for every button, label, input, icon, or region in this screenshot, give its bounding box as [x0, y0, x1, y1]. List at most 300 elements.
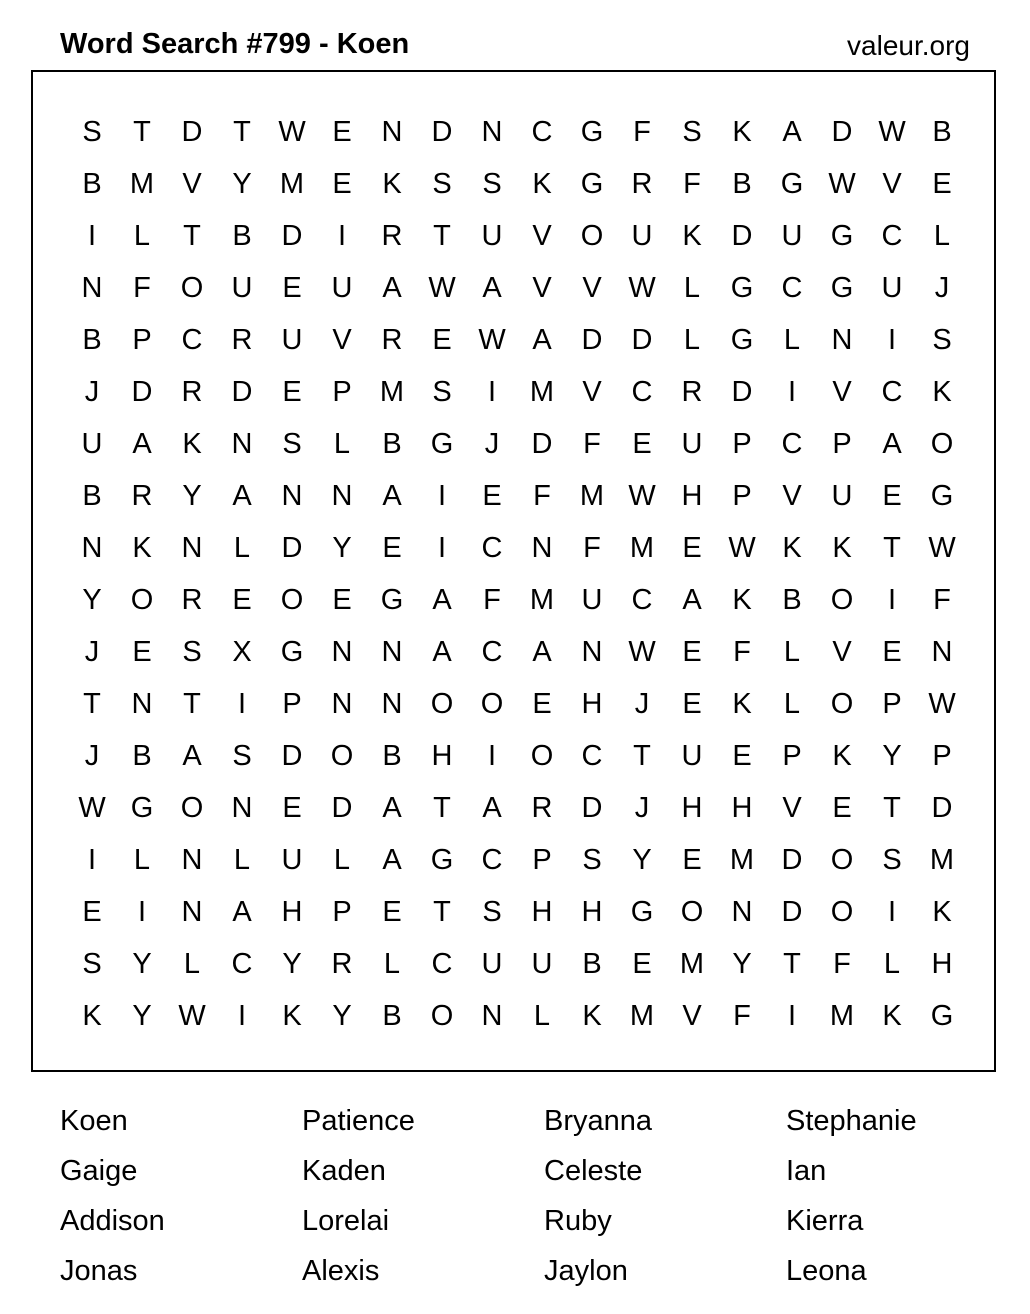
grid-letter: O: [480, 687, 504, 720]
grid-letter: V: [682, 999, 702, 1032]
grid-letter: C: [481, 635, 503, 668]
grid-letter: M: [379, 375, 405, 408]
grid-letter: U: [81, 427, 103, 460]
grid-letter: E: [132, 635, 152, 668]
grid-letter: E: [432, 323, 452, 356]
grid-letter: I: [87, 843, 97, 876]
grid-letter: T: [433, 791, 451, 824]
grid-letter: W: [628, 479, 656, 512]
grid-letter: L: [233, 843, 251, 876]
grid-letter: N: [181, 895, 203, 928]
grid-letter: D: [181, 115, 203, 148]
grid-letter: C: [531, 115, 553, 148]
grid-letter: O: [180, 271, 204, 304]
grid-letter: W: [878, 115, 906, 148]
grid-letter: G: [580, 115, 604, 148]
grid-letter: K: [732, 583, 752, 616]
word-list-item: Leona: [786, 1255, 867, 1287]
grid-letter: I: [137, 895, 147, 928]
grid-letter: E: [932, 167, 952, 200]
grid-letter: N: [231, 427, 253, 460]
grid-letter: Y: [282, 947, 302, 980]
grid-letter: V: [832, 375, 852, 408]
grid-letter: L: [183, 947, 201, 980]
grid-letter: M: [529, 583, 555, 616]
grid-letter: G: [830, 271, 854, 304]
grid-letter: A: [132, 427, 152, 460]
grid-letter: U: [681, 739, 703, 772]
grid-letter: Y: [82, 583, 102, 616]
grid-letter: T: [883, 531, 901, 564]
grid-letter: D: [631, 323, 653, 356]
grid-letter: P: [282, 687, 302, 720]
word-list: [60, 1096, 1028, 1296]
grid-letter: T: [233, 115, 251, 148]
grid-letter: L: [233, 531, 251, 564]
grid-letter: E: [282, 271, 302, 304]
grid-letter: H: [731, 791, 753, 824]
grid-letter: E: [682, 635, 702, 668]
grid-letter: S: [282, 427, 302, 460]
grid-letter: N: [381, 115, 403, 148]
grid-letter: K: [582, 999, 602, 1032]
grid-letter: A: [782, 115, 802, 148]
grid-letter: V: [782, 479, 802, 512]
grid-letter: S: [582, 843, 602, 876]
grid-letter: A: [182, 739, 202, 772]
grid-letter: T: [133, 115, 151, 148]
grid-letter: E: [682, 531, 702, 564]
grid-letter: G: [930, 999, 954, 1032]
grid-letter: G: [930, 479, 954, 512]
grid-letter: S: [682, 115, 702, 148]
grid-letter: N: [181, 531, 203, 564]
grid-letter: R: [531, 791, 553, 824]
grid-letter: D: [931, 791, 953, 824]
grid-letter: R: [231, 323, 253, 356]
grid-letter: L: [883, 947, 901, 980]
grid-letter: D: [731, 219, 753, 252]
grid-letter: L: [683, 323, 701, 356]
grid-letter: P: [132, 323, 152, 356]
grid-letter: U: [331, 271, 353, 304]
grid-letter: A: [382, 791, 402, 824]
grid-letter: O: [580, 219, 604, 252]
grid-letter: E: [532, 687, 552, 720]
grid-letter: D: [781, 843, 803, 876]
grid-letter: W: [78, 791, 106, 824]
grid-letter: M: [629, 999, 655, 1032]
grid-letter: O: [530, 739, 554, 772]
grid-letter: N: [331, 635, 353, 668]
grid-letter: I: [887, 583, 897, 616]
grid-letter: U: [231, 271, 253, 304]
grid-letter: F: [483, 583, 501, 616]
grid-letter: K: [282, 999, 302, 1032]
grid-letter: A: [482, 271, 502, 304]
grid-letter: A: [532, 323, 552, 356]
grid-letter: S: [882, 843, 902, 876]
grid-letter: F: [583, 531, 601, 564]
word-list-item: Gaige: [60, 1155, 138, 1187]
grid-letter: E: [332, 583, 352, 616]
grid-letter: D: [281, 739, 303, 772]
grid-letter: B: [82, 167, 102, 200]
grid-letter: R: [331, 947, 353, 980]
grid-letter: K: [782, 531, 802, 564]
grid-letter: N: [231, 791, 253, 824]
grid-letter: D: [431, 115, 453, 148]
grid-letter: I: [487, 375, 497, 408]
grid-letter: E: [682, 687, 702, 720]
grid-letter: O: [430, 687, 454, 720]
grid-letter: I: [87, 219, 97, 252]
grid-letter: M: [129, 167, 155, 200]
grid-letter: U: [631, 219, 653, 252]
grid-letter: F: [683, 167, 701, 200]
grid-letter: J: [634, 791, 650, 824]
grid-letter: E: [482, 479, 502, 512]
grid-letter: H: [531, 895, 553, 928]
grid-letter: L: [783, 687, 801, 720]
grid-letter: B: [782, 583, 802, 616]
grid-letter: C: [631, 375, 653, 408]
grid-letter: G: [780, 167, 804, 200]
grid-letter: N: [81, 531, 103, 564]
grid-letter: O: [830, 583, 854, 616]
word-list-item: Stephanie: [786, 1105, 917, 1137]
grid-letter: S: [482, 167, 502, 200]
grid-letter: L: [533, 999, 551, 1032]
grid-letter: S: [432, 375, 452, 408]
grid-letter: N: [831, 323, 853, 356]
grid-letter: G: [280, 635, 304, 668]
grid-letter: N: [481, 999, 503, 1032]
grid-letter: K: [382, 167, 402, 200]
grid-letter: M: [829, 999, 855, 1032]
grid-letter: O: [430, 999, 454, 1032]
grid-letter: D: [731, 375, 753, 408]
word-list-item: Celeste: [544, 1155, 643, 1187]
grid-letter: Y: [132, 947, 152, 980]
grid-letter: C: [181, 323, 203, 356]
grid-letter: P: [532, 843, 552, 876]
grid-letter: C: [431, 947, 453, 980]
grid-letter: G: [630, 895, 654, 928]
grid-letter: P: [932, 739, 952, 772]
grid-letter: S: [182, 635, 202, 668]
grid-letter: O: [680, 895, 704, 928]
grid-letter: W: [628, 271, 656, 304]
grid-letter: O: [330, 739, 354, 772]
grid-letter: O: [280, 583, 304, 616]
letter-grid: [67, 106, 967, 1042]
grid-letter: E: [632, 427, 652, 460]
grid-letter: V: [332, 323, 352, 356]
grid-letter: I: [237, 687, 247, 720]
grid-letter: C: [781, 271, 803, 304]
grid-letter: D: [131, 375, 153, 408]
grid-letter: C: [881, 375, 903, 408]
grid-letter: N: [331, 687, 353, 720]
grid-letter: E: [382, 895, 402, 928]
grid-letter: Y: [132, 999, 152, 1032]
grid-letter: S: [82, 947, 102, 980]
grid-letter: U: [831, 479, 853, 512]
grid-letter: I: [337, 219, 347, 252]
grid-letter: L: [333, 843, 351, 876]
grid-letter: I: [887, 895, 897, 928]
grid-letter: D: [281, 219, 303, 252]
grid-letter: Y: [732, 947, 752, 980]
grid-letter: B: [82, 479, 102, 512]
grid-letter: B: [382, 739, 402, 772]
grid-letter: P: [832, 427, 852, 460]
grid-letter: S: [432, 167, 452, 200]
grid-letter: I: [787, 375, 797, 408]
grid-letter: K: [132, 531, 152, 564]
word-list-item: Alexis: [302, 1255, 380, 1287]
grid-letter: M: [529, 375, 555, 408]
grid-letter: K: [832, 531, 852, 564]
grid-letter: E: [882, 635, 902, 668]
grid-letter: D: [831, 115, 853, 148]
word-list-item: Lorelai: [302, 1205, 390, 1237]
grid-letter: E: [682, 843, 702, 876]
site-name: valeur.org: [847, 30, 970, 61]
grid-letter: I: [237, 999, 247, 1032]
grid-letter: B: [732, 167, 752, 200]
grid-letter: C: [881, 219, 903, 252]
grid-letter: A: [882, 427, 902, 460]
grid-letter: T: [633, 739, 651, 772]
grid-letter: D: [281, 531, 303, 564]
grid-letter: X: [232, 635, 252, 668]
grid-letter: A: [382, 843, 402, 876]
grid-letter: I: [437, 531, 447, 564]
grid-letter: M: [679, 947, 705, 980]
grid-letter: D: [781, 895, 803, 928]
grid-letter: U: [281, 323, 303, 356]
grid-letter: E: [832, 791, 852, 824]
grid-letter: P: [332, 895, 352, 928]
grid-letter: V: [782, 791, 802, 824]
grid-letter: T: [433, 219, 451, 252]
grid-letter: G: [130, 791, 154, 824]
word-list-item: Ruby: [544, 1205, 612, 1237]
grid-letter: L: [333, 427, 351, 460]
grid-letter: C: [631, 583, 653, 616]
grid-letter: K: [732, 115, 752, 148]
grid-letter: U: [531, 947, 553, 980]
grid-letter: N: [131, 687, 153, 720]
grid-letter: E: [882, 479, 902, 512]
word-list-item: Addison: [60, 1205, 165, 1237]
grid-letter: S: [932, 323, 952, 356]
grid-letter: M: [579, 479, 605, 512]
grid-letter: W: [478, 323, 506, 356]
grid-letter: L: [683, 271, 701, 304]
grid-letter: W: [428, 271, 456, 304]
grid-letter: J: [934, 271, 950, 304]
grid-letter: H: [681, 479, 703, 512]
grid-letter: B: [382, 427, 402, 460]
grid-letter: U: [281, 843, 303, 876]
grid-letter: L: [933, 219, 951, 252]
grid-letter: A: [382, 271, 402, 304]
grid-letter: T: [433, 895, 451, 928]
grid-letter: D: [531, 427, 553, 460]
grid-letter: N: [381, 687, 403, 720]
grid-letter: V: [582, 375, 602, 408]
grid-letter: N: [581, 635, 603, 668]
grid-letter: J: [634, 687, 650, 720]
grid-letter: N: [281, 479, 303, 512]
grid-letter: N: [731, 895, 753, 928]
grid-letter: K: [682, 219, 702, 252]
grid-letter: S: [82, 115, 102, 148]
grid-letter: C: [781, 427, 803, 460]
grid-letter: E: [332, 115, 352, 148]
puzzle-title: Word Search #799 - Koen: [60, 28, 410, 60]
grid-letter: F: [933, 583, 951, 616]
grid-letter: W: [828, 167, 856, 200]
grid-letter: E: [732, 739, 752, 772]
grid-letter: A: [482, 791, 502, 824]
grid-letter: L: [383, 947, 401, 980]
grid-letter: K: [932, 895, 952, 928]
grid-letter: H: [281, 895, 303, 928]
grid-letter: W: [728, 531, 756, 564]
grid-letter: N: [531, 531, 553, 564]
grid-letter: B: [232, 219, 252, 252]
grid-letter: T: [883, 791, 901, 824]
grid-letter: Y: [882, 739, 902, 772]
grid-letter: O: [830, 687, 854, 720]
grid-letter: Y: [182, 479, 202, 512]
grid-letter: M: [929, 843, 955, 876]
grid-letter: A: [232, 895, 252, 928]
grid-letter: A: [682, 583, 702, 616]
grid-letter: E: [82, 895, 102, 928]
grid-letter: K: [882, 999, 902, 1032]
grid-letter: W: [178, 999, 206, 1032]
grid-letter: F: [133, 271, 151, 304]
grid-letter: A: [382, 479, 402, 512]
grid-letter: E: [332, 167, 352, 200]
grid-letter: A: [432, 583, 452, 616]
grid-letter: U: [481, 947, 503, 980]
grid-letter: J: [84, 635, 100, 668]
grid-letter: E: [232, 583, 252, 616]
grid-letter: R: [631, 167, 653, 200]
grid-letter: B: [82, 323, 102, 356]
grid-letter: K: [732, 687, 752, 720]
grid-letter: Y: [332, 531, 352, 564]
grid-letter: L: [783, 323, 801, 356]
word-list-item: Ian: [786, 1155, 827, 1187]
grid-letter: S: [232, 739, 252, 772]
grid-letter: H: [431, 739, 453, 772]
grid-letter: D: [231, 375, 253, 408]
grid-letter: I: [787, 999, 797, 1032]
word-list-item: Kierra: [786, 1205, 864, 1237]
grid-letter: R: [131, 479, 153, 512]
grid-letter: F: [733, 999, 751, 1032]
grid-letter: R: [681, 375, 703, 408]
grid-letter: E: [382, 531, 402, 564]
grid-letter: W: [928, 531, 956, 564]
grid-letter: P: [332, 375, 352, 408]
word-list-item: Kaden: [302, 1155, 386, 1187]
grid-letter: N: [931, 635, 953, 668]
grid-letter: F: [533, 479, 551, 512]
word-list-item: Patience: [302, 1105, 415, 1137]
grid-letter: T: [183, 219, 201, 252]
grid-letter: K: [832, 739, 852, 772]
grid-letter: L: [783, 635, 801, 668]
grid-letter: Y: [232, 167, 252, 200]
grid-letter: O: [180, 791, 204, 824]
word-list-item: Koen: [60, 1105, 128, 1137]
grid-letter: M: [629, 531, 655, 564]
grid-letter: W: [628, 635, 656, 668]
grid-letter: G: [730, 323, 754, 356]
grid-letter: C: [581, 739, 603, 772]
grid-letter: O: [830, 895, 854, 928]
grid-letter: J: [484, 427, 500, 460]
grid-letter: B: [932, 115, 952, 148]
header: [60, 28, 970, 68]
grid-letter: G: [430, 427, 454, 460]
word-list-item: Bryanna: [544, 1105, 653, 1137]
grid-letter: N: [331, 479, 353, 512]
grid-letter: L: [133, 219, 151, 252]
grid-letter: I: [437, 479, 447, 512]
grid-letter: B: [382, 999, 402, 1032]
grid-letter: V: [182, 167, 202, 200]
grid-letter: I: [487, 739, 497, 772]
grid-letter: H: [931, 947, 953, 980]
grid-letter: Y: [632, 843, 652, 876]
grid-letter: T: [183, 687, 201, 720]
grid-letter: O: [130, 583, 154, 616]
grid-letter: P: [732, 427, 752, 460]
grid-letter: P: [732, 479, 752, 512]
grid-letter: U: [881, 271, 903, 304]
grid-letter: V: [582, 271, 602, 304]
grid-letter: C: [481, 843, 503, 876]
grid-letter: N: [481, 115, 503, 148]
grid-letter: A: [432, 635, 452, 668]
grid-letter: T: [83, 687, 101, 720]
grid-letter: K: [182, 427, 202, 460]
grid-letter: U: [681, 427, 703, 460]
grid-letter: H: [581, 687, 603, 720]
grid-letter: A: [532, 635, 552, 668]
grid-letter: W: [928, 687, 956, 720]
grid-letter: V: [832, 635, 852, 668]
grid-letter: K: [532, 167, 552, 200]
puzzle-grid-frame: [31, 70, 996, 1072]
grid-letter: U: [781, 219, 803, 252]
grid-letter: J: [84, 739, 100, 772]
grid-letter: N: [81, 271, 103, 304]
grid-letter: G: [730, 271, 754, 304]
grid-letter: K: [82, 999, 102, 1032]
grid-letter: C: [231, 947, 253, 980]
grid-letter: E: [632, 947, 652, 980]
